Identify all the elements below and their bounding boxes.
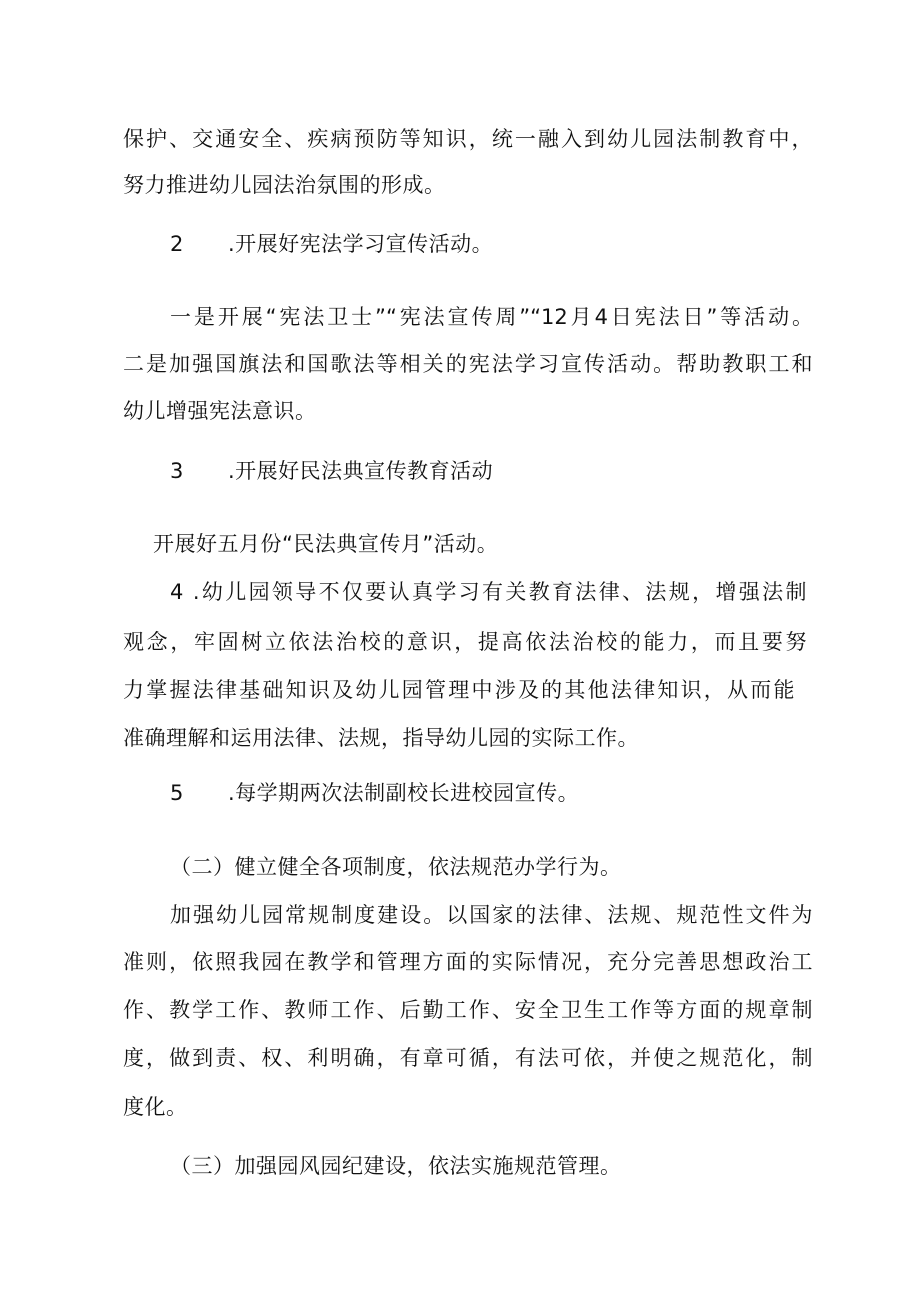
section-2-line-1: 加强幼儿园常规制度建设。以国家的法律、法规、规范性文件为 — [170, 903, 813, 927]
item-5-number: 5 — [170, 781, 184, 805]
paragraph-1-line-1: 保护、交通安全、疾病预防等知识，统一融入到幼儿园法制教育中， — [123, 127, 813, 151]
item-4-line-3: 力掌握法律基础知识及幼儿园管理中涉及的其他法律知识，从而能 — [123, 678, 795, 702]
paragraph-2-line-2: 二是加强国旗法和国歌法等相关的宪法学习宣传活动。帮助教职工和 — [123, 352, 813, 376]
item-4-line-1: 4 .幼儿园领导不仅要认真学习有关教育法律、法规，增强法制 — [170, 580, 807, 604]
section-2-line-2: 准则，依照我园在教学和管理方面的实际情况，充分完善思想政治工 — [123, 950, 813, 974]
item-4-line-2: 观念，牢固树立依法治校的意识，提高依法治校的能力，而且要努 — [123, 630, 807, 654]
paragraph-2-line-1: 一是开展“宪法卫士”“宪法宣传周”“12月4日宪法日”等活动。 — [170, 305, 813, 329]
section-2-line-4: 度，做到责、权、利明确，有章可循，有法可依，并使之规范化，制 — [123, 1046, 813, 1070]
item-3-number: 3 — [170, 459, 184, 483]
paragraph-2-line-3: 幼儿增强宪法意识。 — [123, 399, 317, 423]
item-5-title: .每学期两次法制副校长进校园宣传。 — [228, 781, 580, 805]
item-2-number: 2 — [170, 232, 184, 256]
section-3-heading: （三）加强园风园纪建设，依法实施规范管理。 — [170, 1154, 622, 1178]
paragraph-1-line-2: 努力推进幼儿园法治氛围的形成。 — [123, 173, 446, 197]
item-3-title: .开展好民法典宣传教育活动 — [228, 459, 494, 483]
section-2-line-3: 作、教学工作、教师工作、后勤工作、安全卫生工作等方面的规章制 — [123, 998, 813, 1022]
item-2-title: .开展好宪法学习宣传活动。 — [228, 232, 494, 256]
paragraph-3-line-1: 开展好五月份“民法典宣传月”活动。 — [153, 532, 499, 556]
item-4-line-4: 准确理解和运用法律、法规，指导幼儿园的实际工作。 — [123, 726, 639, 750]
section-2-heading: （二）健立健全各项制度，依法规范办学行为。 — [170, 855, 622, 879]
section-2-line-5: 度化。 — [123, 1095, 188, 1119]
